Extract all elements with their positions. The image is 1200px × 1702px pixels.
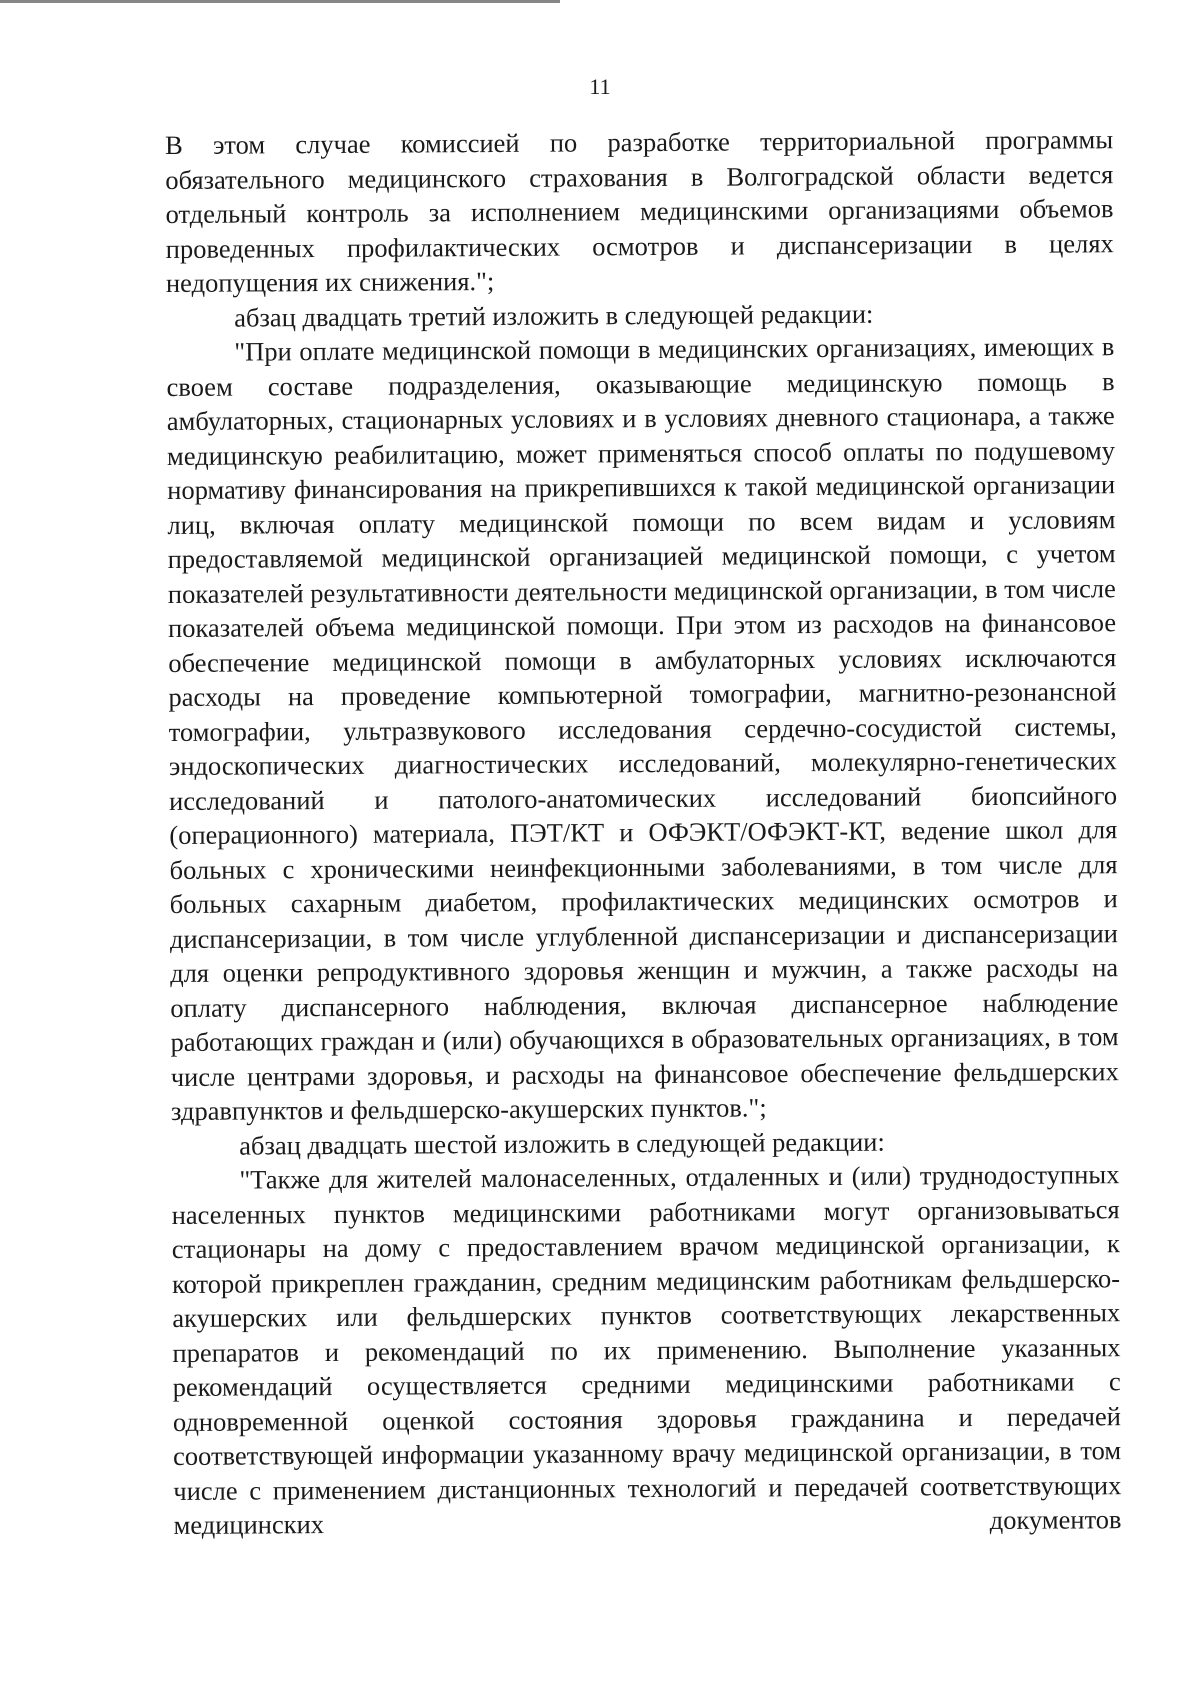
paragraph-amendment-26-intro: абзац двадцать шестой изложить в следующей редакции:: [239, 1126, 885, 1161]
scan-edge-line: [0, 0, 560, 3]
page-number: 11: [589, 74, 611, 99]
paragraph-amendment-26-text: "Также для жителей малонаселенных, отдаленных и (или) труднодоступных населенных пунктов медицинскими работниками могут организовываться стационары на дому с предоставлением врачом медицинской организации, к которой прикреплен гражданин, средним медицинским работникам фельдшерско-акушерских или фельдшерских пунктов соответствующих лекарственных препаратов и рекомендаций по их применению. Выполнение указанных рекомендаций осуществляется средними медицинскими работниками с одновременной оценкой состояния здоровья гражданина и передачей соответствующей информации указанному врачу медицинской организации, в том числе с применением дистанционных технологий и передачей соответствующих медицинских документов: [171, 1159, 1122, 1540]
paragraph-amendment-23-intro: абзац двадцать третий изложить в следующей редакции:: [234, 298, 874, 333]
paragraph-commission-control: В этом случае комиссией по разработке территориальной программы обязательного медицинского страхования в Волгоградской области ведется отдельный контроль за исполнением медицинскими организациями объемов проведенных профилактических осмотров и диспансеризации в целях недопущения их снижения.";: [165, 124, 1114, 298]
document-body: [165, 122, 1122, 1542]
paragraph-amendment-23-text: "При оплате медицинской помощи в медицинских организациях, имеющих в своем составе подразделения, оказывающие медицинскую помощь в амбулаторных, стационарных условиях и в условиях дневного стационара, а также медицинскую реабилитацию, может применяться способ оплаты по подушевому нормативу финансирования на прикрепившихся к такой медицинской организации лиц, включая оплату медицинской помощи по всем видам и условиям предоставляемой медицинской организацией медицинской помощи, с учетом показателей результативности деятельности медицинской организации, в том числе показателей объема медицинской помощи. При этом из расходов на финансовое обеспечение медицинской помощи в амбулаторных условиях исключаются расходы на проведение компьютерной томографии, магнитно-резонансной томографии, ультразвукового исследования сердечно-сосудистой системы, эндоскопических диагностических исследований, молекулярно-генетических исследований и патолого-анатомических исследований биопсийного (операционного) материала, ПЭТ/КТ и ОФЭКТ/ОФЭКТ-КТ, ведение школ для больных с хроническими неинфекционными заболеваниями, в том числе для больных сахарным диабетом, профилактических медицинских осмотров и диспансеризации, в том числе углубленной диспансеризации и диспансеризации для оценки репродуктивного здоровья женщин и мужчин, а также расходы на оплату диспансерного наблюдения, включая диспансерное наблюдение работающих граждан и (или) обучающихся в образовательных организациях, в том числе центрами здоровья, и расходы на финансовое обеспечение фельдшерских здравпунктов и фельдшерско-акушерских пунктов.";: [166, 331, 1119, 1126]
